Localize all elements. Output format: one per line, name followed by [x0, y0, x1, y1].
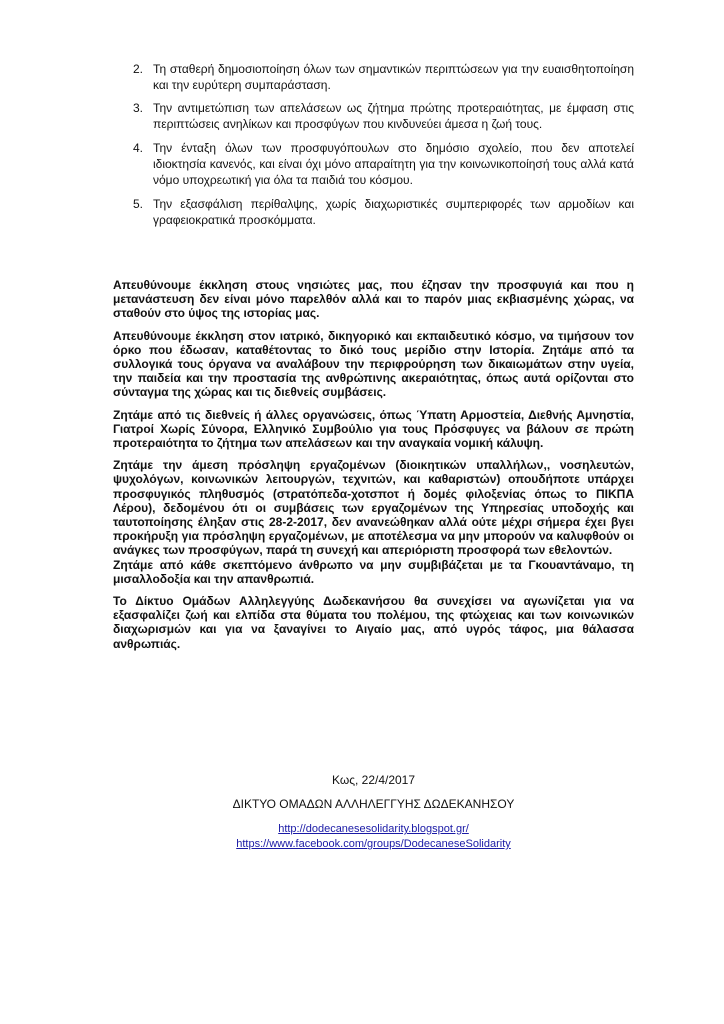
list-item-number: 2.	[133, 62, 144, 76]
list-item	[113, 101, 634, 132]
appeal-staff-paragraph: Ζητάμε την άμεση πρόσληψη εργαζομένων (διοικητικών υπαλλήλων,, νοσηλευτών, ψυχολόγων, κοινωνικών λειτουργών, τεχνιτών, και καθαριστών) οπουδήποτε υπάρχει προσφυγικός πληθυσμός (στρατόπεδα-χοτσποτ ή δομές φιλοξενίας όπως το ΠΙΚΠΑ Λέρου), δεδομένου ότι οι συμβάσεις των εργαζομένων της Υπηρεσίας υποδοχής και ταυτοποίησης έληξαν στις 28-2-2017, δεν ανανεώθηκαν αλλά ούτε μέχρι σήμερα έχει βγει προκήρυξη για πρόσληψη εργαζομένων, με αποτέλεσμα να μην μπορούν να καλυφθούν οι ανάγκες των προσφύγων, παρά τη συνεχή και απεριόριστη προσφορά των εθελοντών.	[113, 458, 634, 558]
facebook-link[interactable]: https://www.facebook.com/groups/DodecaneseSolidarity	[236, 838, 511, 850]
list-item-number: 3.	[133, 101, 144, 116]
list-item	[113, 141, 634, 188]
list-item	[113, 62, 634, 93]
place-date: Κως, 22/4/2017	[331, 773, 416, 787]
links-block	[113, 822, 634, 852]
list-item-text: Τη σταθερή δημοσιοποίηση όλων των σημαντικών περιπτώσεων για την ευαισθητοποίηση και την ευρύτερη συμπαράσταση.	[153, 62, 634, 92]
list-item-number: 4.	[133, 141, 144, 156]
list-item-text: Την ένταξη όλων των προσφυγόπουλων στο δημόσιο σχολείο, που δεν αποτελεί ιδιοκτησία κανενός, και είναι όχι μόνο απαραίτητη για την κοινωνικοποίησή τους αλλά κατά νόμο υποχρεωτική για όλα τα παιδιά του κόσμου.	[153, 141, 634, 187]
signature-block	[113, 772, 634, 852]
appeal-islanders-paragraph: Απευθύνουμε έκκληση στους νησιώτες μας, που έζησαν την προσφυγιά και που η μετανάστευση δεν είναι μόνο παρελθόν αλλά και το παρόν μιας εκβιασμένης χώρας, να σταθούν στο ύψος της ιστορίας μας.	[113, 278, 634, 321]
list-item-text: Την αντιμετώπιση των απελάσεων ως ζήτημα πρώτης προτεραιότητας, με έμφαση στις περιπτώσεις ανηλίκων και προσφύγων που κινδυνεύει άμεσα η ζωή τους.	[153, 101, 634, 131]
appeal-organizations-paragraph: Ζητάμε από τις διεθνείς ή άλλες οργανώσεις, όπως Ύπατη Αρμοστεία, Διεθνής Αμνηστία, Γιατροί Χωρίς Σύνορα, Ελληνικό Συμβούλιο για τους Πρόσφυγες να βάλουν σε πρώτη προτεραιότητα το ζήτημα των απελάσεων και την αναγκαία νομική κάλυψη.	[113, 407, 634, 451]
appeal-everyone-paragraph: Ζητάμε από κάθε σκεπτόμενο άνθρωπο να μην συμβιβάζεται με τα Γκουαντάναμο, τη μισαλλοδοξία και την απανθρωπιά.	[113, 557, 634, 586]
list-item-number: 5.	[133, 197, 144, 212]
blog-link[interactable]: http://dodecanesesolidarity.blogspot.gr/	[278, 823, 469, 835]
closing-paragraph: Το Δίκτυο Ομάδων Αλληλεγγύης Δωδεκανήσου θα συνεχίσει να αγωνίζεται για να εξασφαλίζει ζωή και ελπίδα στα θύματα του πολέμου, της φτώχειας και των κοινωνικών διαχωρισμών και για να ξαναγίνει το Αιγαίο μας, από υγρός τάφος, μια θάλασσα ανθρωπιάς.	[113, 594, 634, 651]
list-item	[113, 197, 634, 228]
appeals-section	[113, 278, 634, 651]
organization-name: ΔΙΚΤΥΟ ΟΜΑΔΩΝ ΑΛΛΗΛΕΓΓΥΗΣ ΔΩΔΕΚΑΝΗΣΟΥ	[232, 797, 515, 811]
demands-list	[113, 62, 634, 236]
list-item-text: Την εξασφάλιση περίθαλψης, χωρίς διαχωριστικές συμπεριφορές των αρμοδίων και γραφειοκρατικά προσκόμματα.	[153, 197, 634, 227]
appeal-professionals-paragraph: Απευθύνουμε έκκληση στον ιατρικό, δικηγορικό και εκπαιδευτικό κόσμο, να τιμήσουν τον όρκο που έδωσαν, καταθέτοντας το δικό τους μερίδιο στην Ιστορία. Ζητάμε από τα συλλογικά τους όργανα να αναλάβουν την περιφρούρηση των δικαιωμάτων στην υγεία, την παιδεία και την προστασία της ανθρώπινης ακεραιότητας, όπως αυτά ορίζονται στο σύνταγμα της χώρας και τις διεθνείς συμβάσεις.	[113, 328, 634, 400]
